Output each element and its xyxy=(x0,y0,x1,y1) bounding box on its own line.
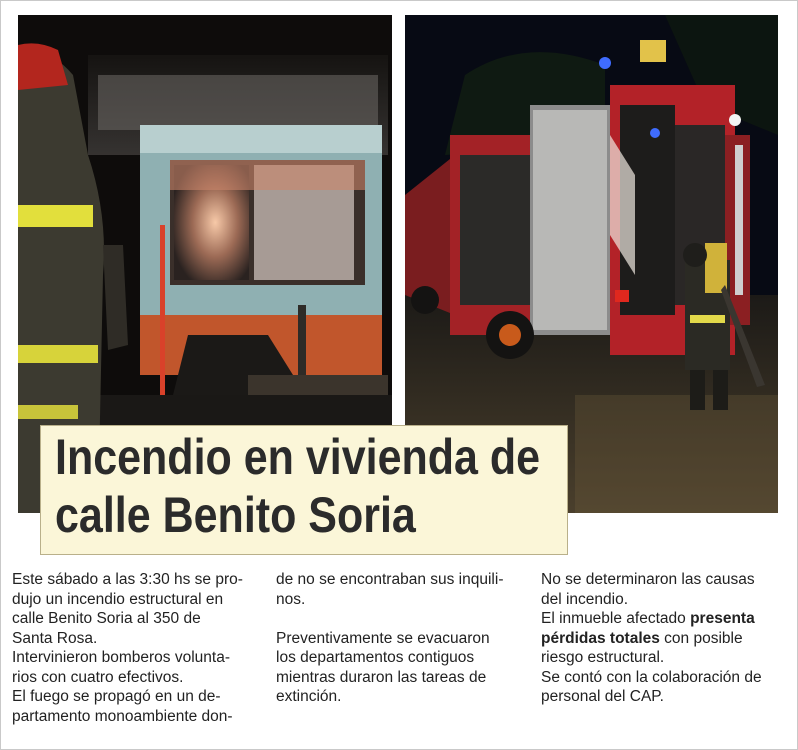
article-column-1 xyxy=(12,570,260,726)
col3-line: riesgo estructural. xyxy=(541,649,665,666)
col2-line: extinción. xyxy=(276,688,342,705)
col1-line: Santa Rosa. xyxy=(12,629,98,647)
col3-bold-text: pérdidas totales xyxy=(541,629,660,647)
col2-spacer xyxy=(276,609,525,629)
col1-line: Este sábado a las 3:30 hs se pro- xyxy=(12,571,243,588)
col3-text: con posible xyxy=(659,629,743,647)
col3-bold-text: presenta xyxy=(690,610,755,627)
col1-line: El fuego se propagó en un de- xyxy=(12,688,221,705)
col3-text: El inmueble afectado xyxy=(541,610,691,627)
headline-line-2: calle Benito Soria xyxy=(55,487,416,543)
col3-line: No se determinaron las causas xyxy=(541,571,755,588)
article-column-3 xyxy=(541,570,790,707)
article-column-2 xyxy=(276,570,525,707)
headline-box xyxy=(40,425,568,555)
col2-line: nos. xyxy=(276,590,306,608)
col2-line: los departamentos contiguos xyxy=(276,649,475,666)
col3-line xyxy=(541,629,790,649)
col1-line: rios con cuatro efectivos. xyxy=(12,668,184,686)
col1-line: partamento monoambiente don- xyxy=(12,707,233,725)
col3-line xyxy=(541,609,790,629)
col2-line: Preventivamente se evacuaron xyxy=(276,629,490,647)
col3-line: del incendio. xyxy=(541,590,629,608)
headline-line-1: Incendio en vivienda de xyxy=(55,429,541,485)
col2-line: mientras duraron las tareas de xyxy=(276,668,487,686)
col1-line: dujo un incendio estructural en xyxy=(12,590,224,608)
col1-line: Intervinieron bomberos volunta- xyxy=(12,649,230,666)
col3-line: personal del CAP. xyxy=(541,688,664,705)
headline xyxy=(55,428,541,544)
col3-line: Se contó con la colaboración de xyxy=(541,668,762,686)
col2-line: de no se encontraban sus inquili- xyxy=(276,571,504,588)
col1-line: calle Benito Soria al 350 de xyxy=(12,610,201,627)
